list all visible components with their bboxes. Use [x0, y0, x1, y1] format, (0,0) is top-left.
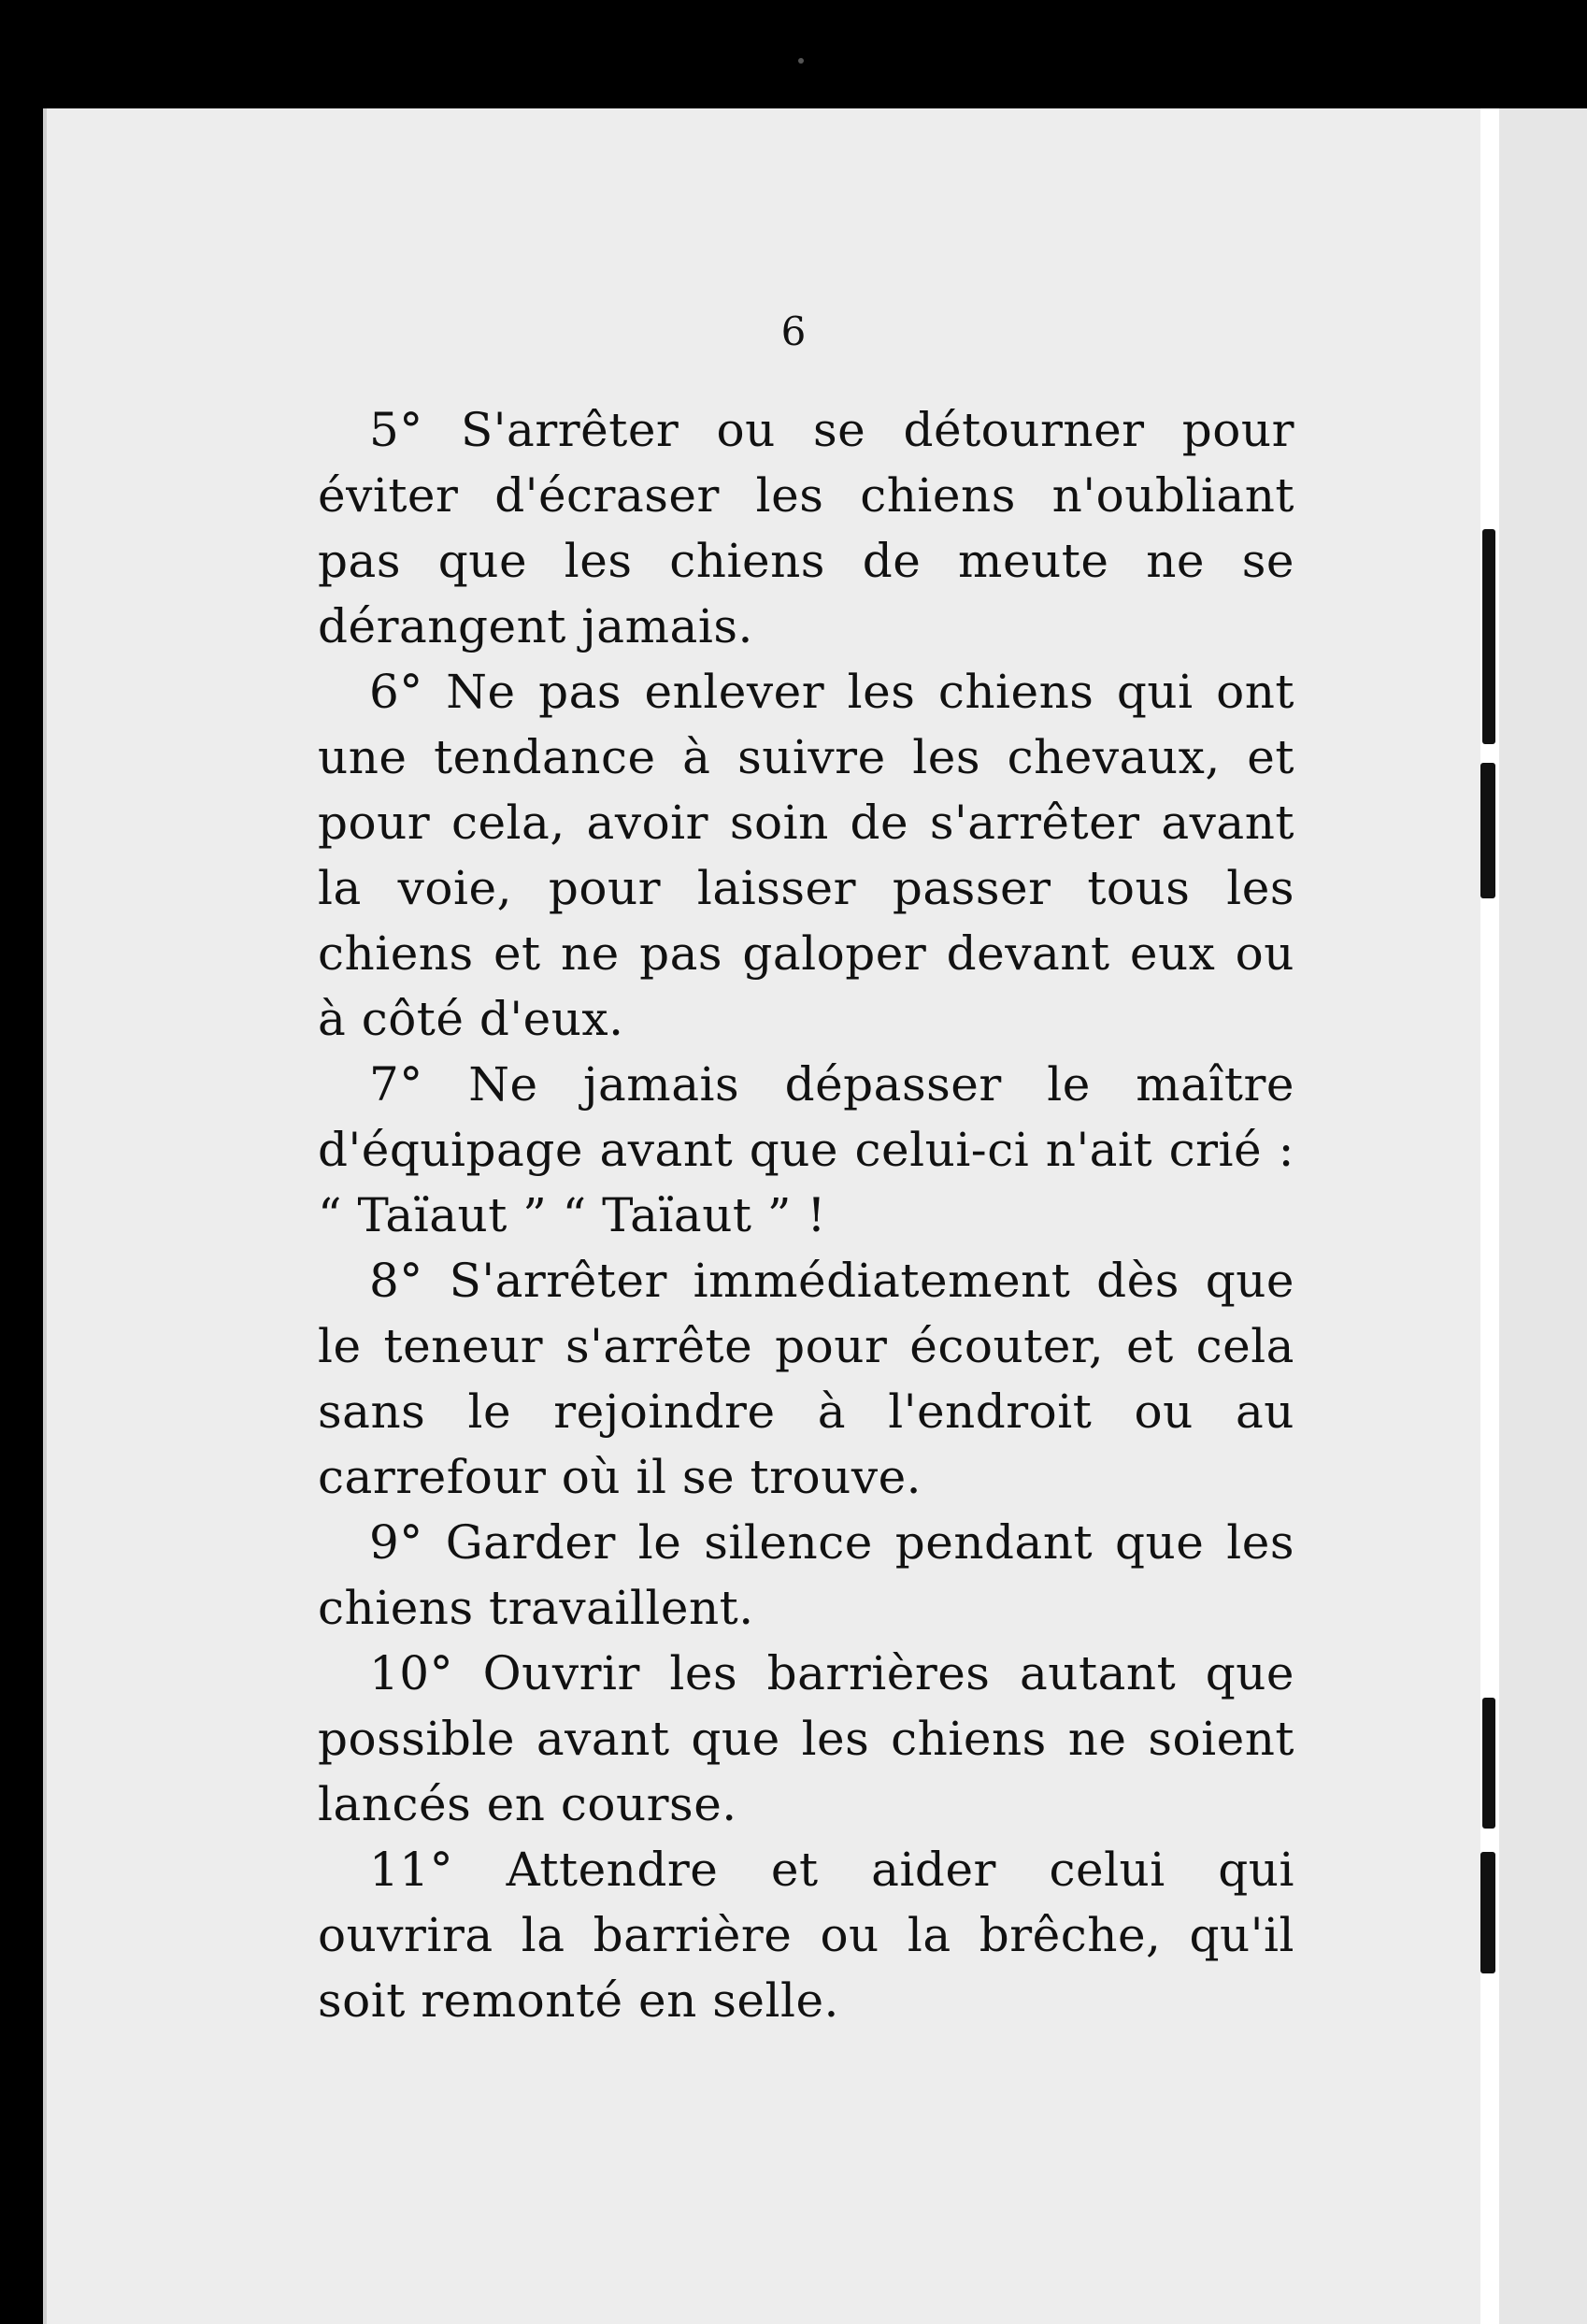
binding-mark — [1482, 1698, 1495, 1829]
paragraph-item-11: 11° Attendre et aider celui qui ouvrira la barrière ou la brêche, qu'il soit remonté en selle. — [318, 1843, 1294, 2028]
body-text — [318, 397, 1294, 2033]
paragraph-item-9: 9° Garder le silence pendant que les chiens travaillent. — [318, 1515, 1294, 1635]
adjacent-page-strip — [1499, 108, 1587, 2324]
binding-mark — [1482, 529, 1495, 744]
paragraph-item-8: 8° S'arrêter immédiatement dès que le teneur s'arrête pour écouter, et cela sans le rejoindre à l'endroit ou au carrefour où il se trouve. — [318, 1254, 1294, 1504]
page-number: 6 — [780, 308, 807, 354]
paragraph-item-10: 10° Ouvrir les barrières autant que possible avant que les chiens ne soient lancés en course. — [318, 1646, 1294, 1831]
binding-mark — [1480, 763, 1495, 898]
page-edge — [1480, 108, 1499, 2324]
paragraph-item-6: 6° Ne pas enlever les chiens qui ont une tendance à suivre les chevaux, et pour cela, avoir soin de s'arrêter avant la voie, pour laisser passer tous les chiens et ne pas galoper devant eux ou à côté d'eux. — [318, 665, 1294, 1046]
binding-mark — [1480, 1852, 1495, 1973]
scan-speck — [798, 58, 804, 64]
paragraph-item-5: 5° S'arrêter ou se détourner pour éviter d'écraser les chiens n'oubliant pas que les chiens de meute ne se dérangent jamais. — [318, 403, 1294, 653]
paragraph-item-7: 7° Ne jamais dépasser le maître d'équipage avant que celui-ci n'ait crié : “ Taïaut ” “ Taïaut ” ! — [318, 1057, 1294, 1242]
